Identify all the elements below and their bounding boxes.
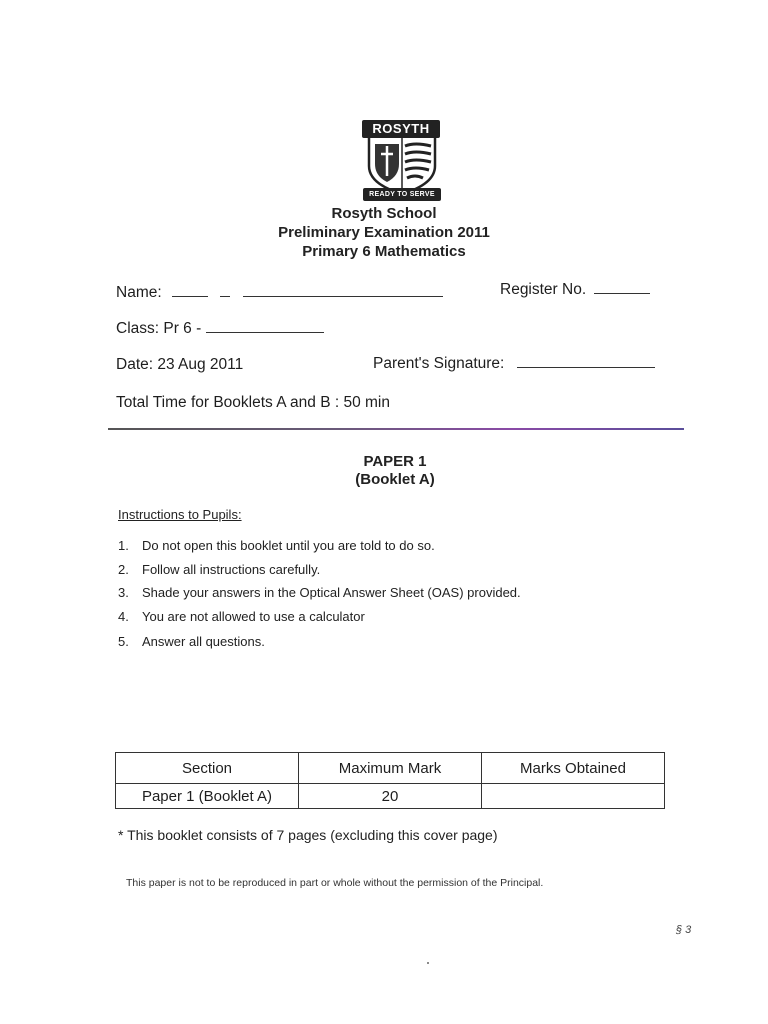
exam-title: Preliminary Examination 2011 [278,224,490,241]
table-header-row [116,753,665,784]
instruction-item: 5. Answer all questions. [118,634,265,649]
cell-section: Paper 1 (Booklet A) [116,784,299,809]
class-field [116,320,324,338]
name-blank-3[interactable] [243,284,443,297]
register-blank[interactable] [594,281,650,294]
name-blank-1[interactable] [172,284,208,297]
pages-note: * This booklet consists of 7 pages (excluding this cover page) [118,827,498,843]
header-maximum-mark: Maximum Mark [299,753,482,784]
total-time: Total Time for Booklets A and B : 50 min [116,394,390,411]
register-field [500,281,650,299]
subject-title: Primary 6 Mathematics [302,243,466,260]
scan-dot [427,962,429,964]
date-field: Date: 23 Aug 2011 [116,356,244,373]
name-field [116,284,443,302]
header-marks-obtained: Marks Obtained [482,753,665,784]
instruction-item: 3. Shade your answers in the Optical Answer Sheet (OAS) provided. [118,585,521,600]
instructions-heading: Instructions to Pupils: [118,507,242,522]
cell-maximum-mark: 20 [299,784,482,809]
instruction-item: 1. Do not open this booklet until you are told to do so. [118,538,435,553]
register-label: Register No. [500,281,587,298]
school-crest [357,118,447,206]
header-section: Section [116,753,299,784]
instruction-item: 2. Follow all instructions carefully. [118,562,321,577]
marks-table [115,752,665,809]
paper-title: PAPER 1 [363,453,427,470]
page-marker: § 3 [676,924,692,936]
signature-label: Parent's Signature: [373,355,505,372]
booklet-title: (Booklet A) [355,471,435,488]
signature-field [373,355,655,373]
copyright-note: This paper is not to be reproduced in part or whole without the permission of the Principal. [126,877,544,889]
instruction-item: 4. You are not allowed to use a calculator [118,609,365,624]
name-blank-2[interactable] [220,284,230,297]
school-name: Rosyth School [331,205,437,222]
class-label: Class: Pr 6 - [116,320,202,337]
class-blank[interactable] [206,320,324,333]
table-row [116,784,665,809]
crest-banner: ROSYTH [362,120,440,138]
cell-marks-obtained[interactable] [482,784,665,809]
signature-blank[interactable] [517,355,655,368]
name-label: Name: [116,284,162,301]
section-divider [108,428,684,430]
crest-motto: READY TO SERVE [363,188,441,201]
